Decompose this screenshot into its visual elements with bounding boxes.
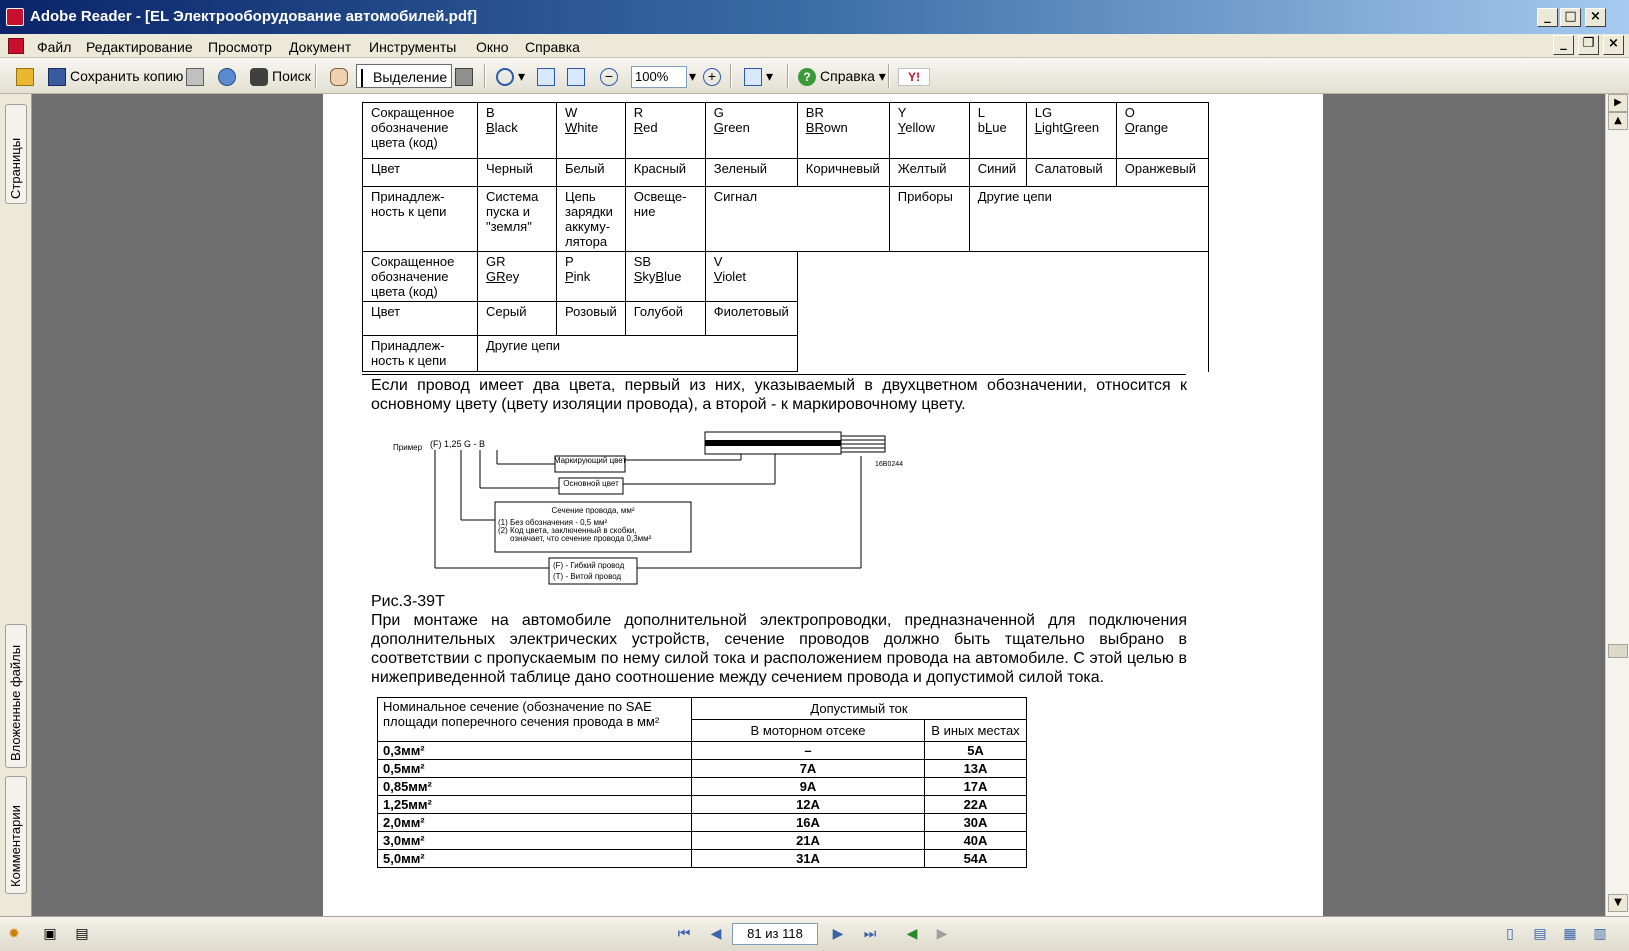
facing-view-icon[interactable]: ▦ [1563,926,1577,942]
circuit-cell: Система пуска и "земля" [478,187,557,252]
continuous-facing-view-icon[interactable]: ▥ [1593,926,1607,942]
section-cell: 0,85мм² [378,778,692,796]
last-page-button[interactable]: ⏭ [863,926,877,942]
magnifier-plus-icon [496,68,514,86]
zoom-dropdown-arrow[interactable]: ▾ [689,68,697,84]
menu-document[interactable]: Документ [289,39,352,55]
table-row [378,796,1027,814]
menu-bar [0,34,1629,58]
fit-page-icon [537,68,555,86]
plus-circle-icon: + [703,68,721,86]
color-name-cell: Коричневый [797,159,889,187]
section-cell: 0,5мм² [378,760,692,778]
pdf-page [323,94,1323,916]
rotate-icon [744,68,762,86]
comments-tab-label: Комментарии [8,805,23,887]
row-label-code: Сокращенное обозначение цвета (код) [363,252,478,302]
status-bar [0,916,1629,951]
section-cell: 5,0мм² [378,850,692,868]
engine-current-cell: 12A [692,796,925,814]
color-code-cell: V Violet [705,252,797,302]
row-label-code: Сокращенное обозначение цвета (код) [363,103,478,159]
color-code-cell: O Orange [1116,103,1208,159]
other-current-cell: 54A [925,850,1027,868]
paragraph-wire-section: При монтаже на автомобиле дополнительной электропроводки, предназначенной для подключения дополнительных электрических устройств, сечение проводов должно быть тщательно выбрано в соответствии с пропускаемым по нему силой тока и расположением провода на автомобиле. С этой целью в нижеприведенной таблице дано соотношение между сечением провода и допустимой силой тока. [371,612,1187,686]
color-name-cell: Салатовый [1026,159,1116,187]
search-button[interactable] [250,64,311,88]
engine-current-cell: – [692,742,925,760]
color-name-cell: Белый [557,159,626,187]
color-name-cell: Фиолетовый [705,302,797,336]
color-code-cell: BR BRown [797,103,889,159]
help-button[interactable]: ? Справка ▾ [798,64,886,88]
engine-current-cell: 31A [692,850,925,868]
scroll-up-arrow-icon[interactable]: ▲ [1608,112,1628,130]
continuous-view-icon[interactable]: ▤ [1533,926,1547,942]
menu-view[interactable]: Просмотр [208,39,272,55]
engine-current-cell: 9A [692,778,925,796]
attachments-tab[interactable] [5,624,27,768]
engine-current-cell: 21A [692,832,925,850]
row-label-color: Цвет [363,302,478,336]
color-name-cell: Розовый [557,302,626,336]
color-name-cell: Черный [478,159,557,187]
print-button[interactable] [186,64,208,88]
circuit-cell: Освеще-ние [625,187,705,252]
color-code-cell: R Red [625,103,705,159]
fit-width-button[interactable] [567,64,589,88]
color-code-cell: SB SkyBlue [625,252,705,302]
scroll-down-arrow-icon[interactable]: ▼ [1608,894,1628,912]
diagram-example-label: Пример [393,443,423,452]
menu-help[interactable]: Справка [525,39,580,55]
scroll-right-arrow-icon[interactable]: ▶ [1608,94,1628,112]
diagram-marker-label: Маркирующий цвет [553,456,627,465]
section-cell: 2,0мм² [378,814,692,832]
search-label: Поиск [272,68,311,84]
first-page-button[interactable]: ⏮ [677,926,691,942]
sun-icon[interactable]: ✹ [8,926,20,942]
doc-restore-button[interactable]: ❐ [1578,35,1599,55]
table-row [378,742,1027,760]
header-section: Номинальное сечение (обозначение по SAE площади поперечного сечения провода в мм² [378,698,692,742]
text-cursor-icon [361,69,369,87]
other-current-cell: 17A [925,778,1027,796]
minus-circle-icon: − [600,68,618,86]
hand-icon [330,68,348,86]
circuit-cell: Цепь зарядки аккуму-лятора [557,187,626,252]
other-current-cell: 13A [925,760,1027,778]
pdf-document-icon[interactable] [8,38,24,54]
color-name-cell: Оранжевый [1116,159,1208,187]
go-forward-button[interactable]: ▶ [936,926,948,942]
figure-caption: Рис.3-39T [371,593,445,610]
color-name-cell: Серый [478,302,557,336]
next-page-button[interactable]: ▶ [832,926,844,942]
color-code-cell: GR GRey [478,252,557,302]
wire-drawing [705,432,885,454]
yahoo-logo-icon: Y! [898,68,930,86]
table-row [363,159,1209,187]
diagram-ref-code: 16B0244 [875,461,904,468]
diagram-twisted-label: (T) - Витой провод [553,572,622,581]
help-label: Справка [820,68,875,84]
page-layout-icon[interactable]: ▤ [75,926,89,942]
circuit-cell: Другие цепи [969,187,1208,252]
scrollbar-thumb[interactable] [1608,644,1628,658]
color-code-cell: L bLue [969,103,1026,159]
other-current-cell: 22A [925,796,1027,814]
wire-designation-diagram [393,428,923,588]
select-label: Выделение [373,69,448,85]
doc-minimize-button[interactable]: _ [1553,35,1574,55]
camera-icon [455,68,473,86]
page-number-input[interactable]: 81 из 118 [732,923,818,945]
go-back-button[interactable]: ◀ [906,926,918,942]
color-code-cell: P Pink [557,252,626,302]
table-row [378,698,1027,720]
table-row [378,814,1027,832]
header-other: В иных местах [925,720,1027,742]
menu-window[interactable]: Окно [476,39,509,55]
header-engine: В моторном отсеке [692,720,925,742]
toolbar-separator [730,64,732,88]
single-page-view-icon[interactable]: ▯ [1506,926,1514,942]
section-cell: 3,0мм² [378,832,692,850]
other-current-cell: 40A [925,832,1027,850]
menu-edit[interactable]: Редактирование [86,39,193,55]
zoom-in-button[interactable] [703,64,725,88]
diagram-section-note3: означает, что сечение провода 0,3мм² [510,534,652,543]
comments-tab[interactable] [5,776,27,894]
other-current-cell: 5A [925,742,1027,760]
email-button[interactable] [218,64,240,88]
maximize-button[interactable]: □ [1560,8,1581,27]
attachments-tab-label: Вложенные файлы [8,644,23,761]
adobe-reader-app-icon [6,8,24,26]
zoom-in-tool-button[interactable]: ▾ [496,64,525,88]
horizontal-rule [362,374,1186,375]
row-label-circuit: Принадлеж-ность к цепи [363,336,478,372]
engine-current-cell: 7A [692,760,925,778]
diagram-base-label: Основной цвет [563,479,619,488]
pages-tab[interactable] [5,104,27,204]
diagram-designation: (F) 1,25 G - B [430,439,486,449]
allowed-current-table [377,697,1027,868]
row-label-circuit: Принадлеж-ность к цепи [363,187,478,252]
color-code-cell: LG LightGreen [1026,103,1116,159]
fit-page-button[interactable] [537,64,559,88]
close-button[interactable]: × [1585,8,1606,27]
single-page-icon[interactable]: ▣ [43,926,57,942]
title-bar [0,0,1629,34]
circuit-cell: Приборы [889,187,969,252]
color-name-cell: Синий [969,159,1026,187]
save-copy-label: Сохранить копию [70,68,184,84]
table-row [378,778,1027,796]
color-code-cell: Y Yellow [889,103,969,159]
table-row [363,103,1209,159]
vertical-scrollbar[interactable] [1605,94,1629,916]
zoom-out-button[interactable] [600,64,622,88]
table-row [378,850,1027,868]
wire-color-code-table [362,102,1209,372]
color-code-cell: B Black [478,103,557,159]
diagram-section-note2: (2) Код цвета, заключенный в скобки, [498,526,637,535]
floppy-disk-icon [48,68,66,86]
minimize-button[interactable]: _ [1537,8,1558,27]
snapshot-button[interactable] [455,64,477,88]
toolbar-separator [787,64,789,88]
color-name-cell: Желтый [889,159,969,187]
color-name-cell: Голубой [625,302,705,336]
table-row [378,832,1027,850]
header-current: Допустимый ток [692,698,1027,720]
select-tool-button[interactable] [356,64,452,88]
menu-file[interactable]: Файл [37,39,72,55]
color-code-cell: W White [557,103,626,159]
circuit-cell: Сигнал [705,187,889,252]
toolbar-separator [484,64,486,88]
other-current-cell: 30A [925,814,1027,832]
toolbar-separator [315,64,317,88]
color-name-cell: Зеленый [705,159,797,187]
help-icon: ? [798,68,816,86]
paragraph-two-color-wires: Если провод имеет два цвета, первый из них, указываемый в двухцветном обозначении, относится к основному цвету (цвету изоляции провода), а второй - к маркировочному цвету. [371,377,1187,413]
empty-cell [797,252,1208,372]
row-label-color: Цвет [363,159,478,187]
color-code-cell: G Green [705,103,797,159]
folder-open-icon [16,68,34,86]
pages-tab-label: Страницы [8,137,23,199]
rotate-view-button[interactable]: ▾ [744,64,773,88]
circuit-cell: Другие цепи [478,336,798,372]
table-row [378,760,1027,778]
menu-tools[interactable]: Инструменты [369,39,457,55]
save-copy-button[interactable] [48,64,183,88]
previous-page-button[interactable]: ◀ [710,926,722,942]
diagram-section-note1: (1) Без обозначения - 0,5 мм² [498,518,608,527]
table-row [363,187,1209,252]
table-row [363,252,1209,302]
yahoo-toolbar-button[interactable] [898,64,934,88]
zoom-level-input[interactable]: 100% [631,66,687,88]
diagram-section-title: Сечение провода, мм² [551,506,635,515]
printer-icon [186,68,204,86]
doc-close-button[interactable]: × [1603,35,1624,55]
engine-current-cell: 16A [692,814,925,832]
toolbar-separator [888,64,890,88]
toolbar [0,58,1629,94]
email-icon [218,68,236,86]
window-title: Adobe Reader - [EL Электрооборудование автомобилей.pdf] [30,8,477,25]
color-name-cell: Красный [625,159,705,187]
document-view[interactable] [32,94,1605,916]
fit-width-icon [567,68,585,86]
open-button[interactable] [16,64,38,88]
binoculars-icon [250,68,268,86]
diagram-flex-label: (F) - Гибкий провод [553,561,625,570]
navigation-panel [0,94,32,916]
hand-tool-button[interactable] [330,64,352,88]
section-cell: 0,3мм² [378,742,692,760]
section-cell: 1,25мм² [378,796,692,814]
